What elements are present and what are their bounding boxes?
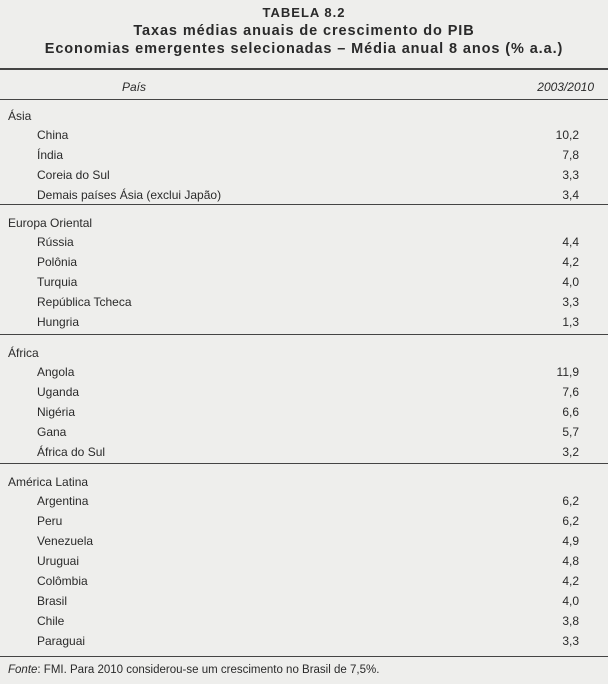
top-rule bbox=[0, 68, 608, 70]
growth-value: 4,4 bbox=[562, 235, 579, 249]
growth-value: 3,3 bbox=[562, 295, 579, 309]
table-row bbox=[0, 531, 608, 551]
growth-value: 6,2 bbox=[562, 494, 579, 508]
country-name: Angola bbox=[37, 365, 75, 379]
table-header bbox=[0, 80, 608, 98]
country-name: Gana bbox=[37, 425, 67, 439]
footnote-text: : FMI. Para 2010 considerou-se um crescimento no Brasil de 7,5%. bbox=[37, 664, 380, 676]
country-name: Colômbia bbox=[37, 574, 88, 588]
header-rule bbox=[0, 99, 608, 100]
table-row bbox=[0, 252, 608, 272]
growth-value: 3,3 bbox=[562, 634, 579, 648]
growth-value: 7,6 bbox=[562, 385, 579, 399]
country-name: Brasil bbox=[37, 594, 68, 608]
column-header-country: País bbox=[122, 80, 147, 94]
group-label: África bbox=[8, 346, 39, 360]
group-label: América Latina bbox=[8, 475, 89, 489]
growth-value: 4,0 bbox=[562, 275, 579, 289]
table-row bbox=[0, 362, 608, 382]
table-label: TABELA 8.2 bbox=[262, 5, 346, 20]
table-row bbox=[0, 232, 608, 252]
group-divider bbox=[0, 334, 608, 335]
group-label: Europa Oriental bbox=[8, 216, 93, 230]
table-row bbox=[0, 631, 608, 651]
footnote-label: Fonte bbox=[8, 664, 38, 676]
country-name: Polônia bbox=[37, 255, 78, 269]
growth-value: 4,2 bbox=[562, 574, 579, 588]
bottom-rule bbox=[0, 656, 608, 657]
country-name: Hungria bbox=[37, 315, 80, 329]
table-row bbox=[0, 571, 608, 591]
table-titles bbox=[0, 4, 608, 58]
table-group bbox=[0, 345, 608, 462]
growth-value: 3,4 bbox=[562, 188, 579, 202]
country-name: China bbox=[37, 128, 69, 142]
table-row bbox=[0, 185, 608, 205]
table-row bbox=[0, 442, 608, 462]
table-group bbox=[0, 474, 608, 651]
group-divider bbox=[0, 463, 608, 464]
country-name: Uganda bbox=[37, 385, 80, 399]
growth-value: 7,8 bbox=[562, 148, 579, 162]
growth-value: 10,2 bbox=[555, 128, 579, 142]
table-row bbox=[0, 382, 608, 402]
group-divider bbox=[0, 204, 608, 205]
growth-value: 5,7 bbox=[562, 425, 579, 439]
table-row bbox=[0, 422, 608, 442]
table-row bbox=[0, 402, 608, 422]
growth-value: 6,6 bbox=[562, 405, 579, 419]
growth-value: 4,0 bbox=[562, 594, 579, 608]
table-row bbox=[0, 511, 608, 531]
country-name: Venezuela bbox=[37, 534, 94, 548]
table-subtitle: Economias emergentes selecionadas – Média anual 8 anos (% a.a.) bbox=[44, 41, 564, 57]
table-title: Taxas médias anuais de crescimento do PIB bbox=[133, 23, 475, 39]
country-name: Uruguai bbox=[37, 554, 80, 568]
country-name: África do Sul bbox=[37, 445, 106, 459]
table-row bbox=[0, 491, 608, 511]
table-row bbox=[0, 292, 608, 312]
growth-value: 11,9 bbox=[556, 365, 579, 379]
growth-value: 3,2 bbox=[562, 445, 579, 459]
growth-value: 4,8 bbox=[562, 554, 579, 568]
country-name: Coreia do Sul bbox=[37, 168, 110, 182]
country-name: Turquia bbox=[37, 275, 78, 289]
table-group bbox=[0, 215, 608, 332]
growth-value: 4,2 bbox=[562, 255, 579, 269]
table-row bbox=[0, 551, 608, 571]
growth-value: 3,8 bbox=[562, 614, 579, 628]
table-row bbox=[0, 145, 608, 165]
country-name: Nigéria bbox=[37, 405, 76, 419]
country-name: Rússia bbox=[37, 235, 74, 249]
country-name: Paraguai bbox=[37, 634, 86, 648]
growth-value: 6,2 bbox=[562, 514, 579, 528]
country-name: Argentina bbox=[37, 494, 89, 508]
country-name: Índia bbox=[37, 148, 64, 162]
footnote bbox=[8, 664, 379, 676]
column-header-period: 2003/2010 bbox=[537, 80, 594, 94]
growth-value: 4,9 bbox=[562, 534, 579, 548]
table-row bbox=[0, 312, 608, 332]
table-row bbox=[0, 591, 608, 611]
table-row bbox=[0, 125, 608, 145]
country-name: Chile bbox=[37, 614, 65, 628]
table-row bbox=[0, 272, 608, 292]
table-row bbox=[0, 165, 608, 185]
table-row bbox=[0, 611, 608, 631]
country-name: Peru bbox=[37, 514, 63, 528]
growth-value: 3,3 bbox=[562, 168, 579, 182]
group-label: Ásia bbox=[8, 109, 32, 123]
country-name: República Tcheca bbox=[37, 295, 132, 309]
country-name: Demais países Ásia (exclui Japão) bbox=[37, 188, 222, 202]
table-group bbox=[0, 108, 608, 205]
growth-value: 1,3 bbox=[562, 315, 579, 329]
